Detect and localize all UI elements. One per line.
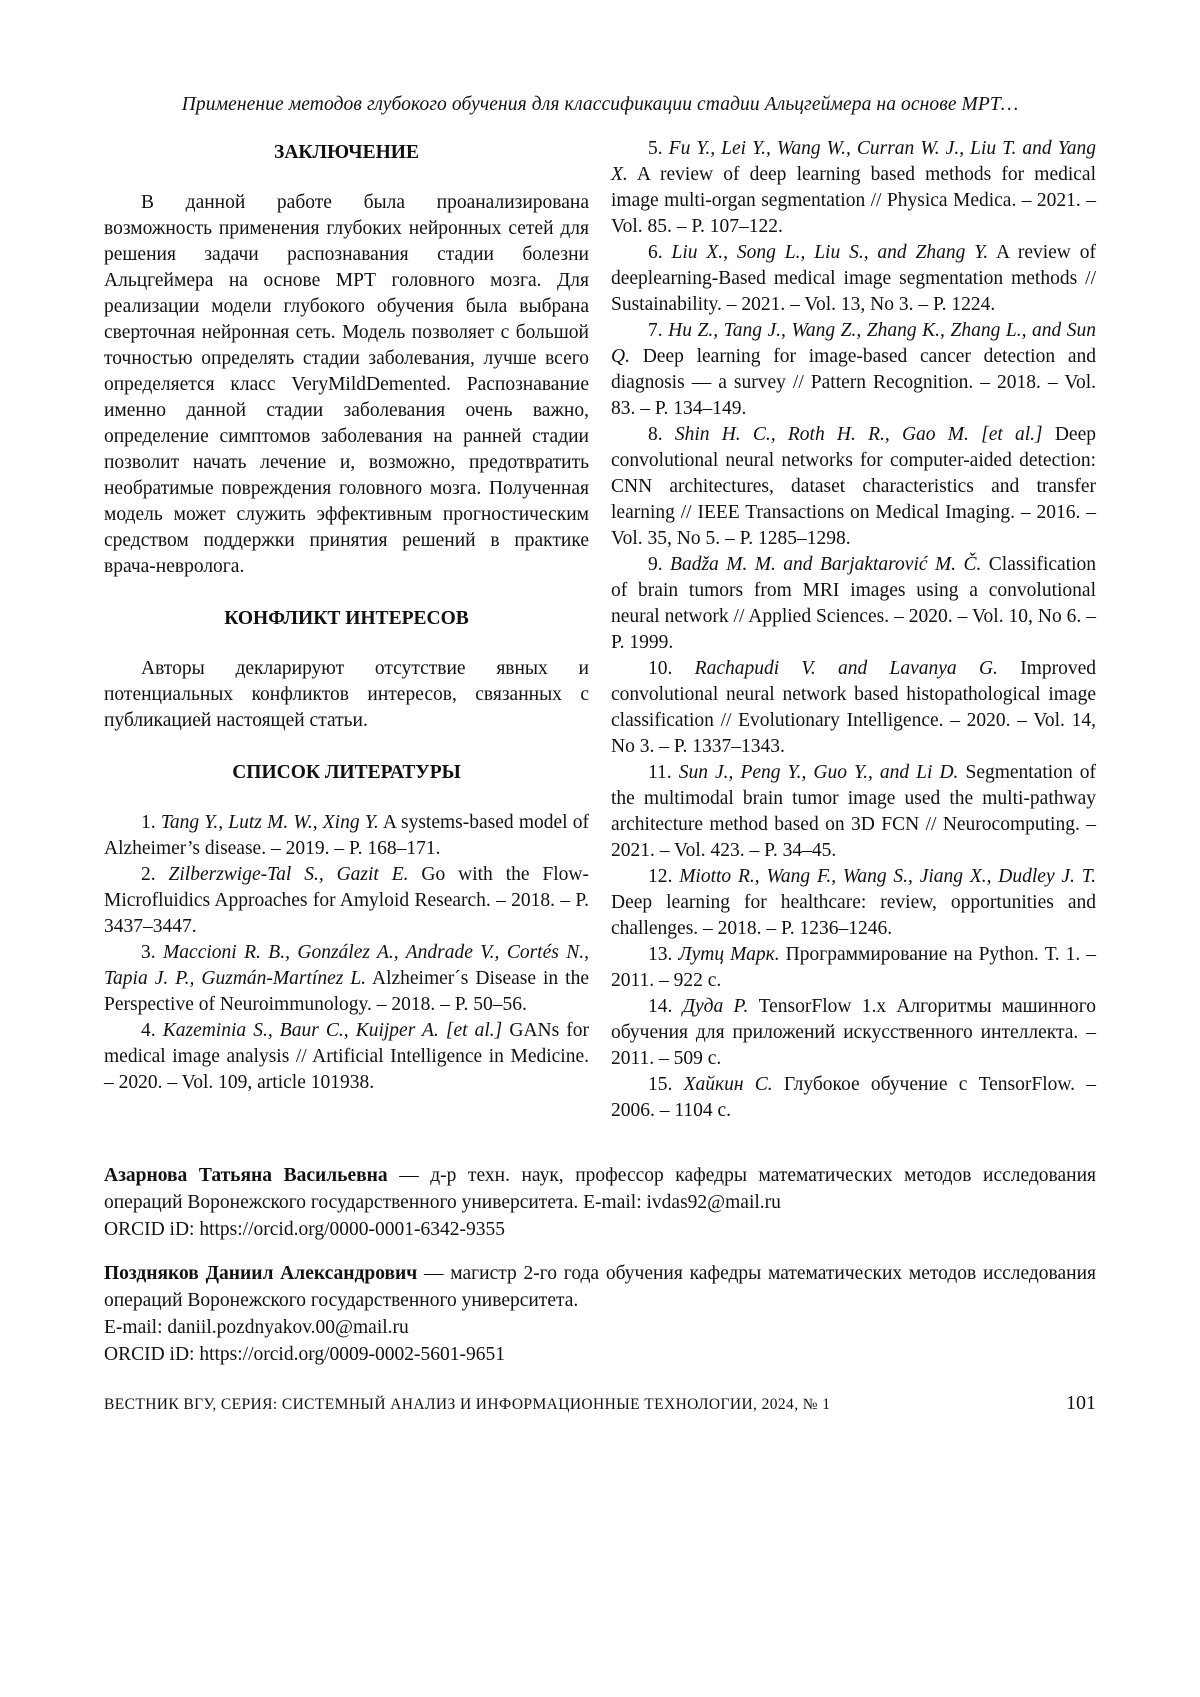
reference-authors: Sun J., Peng Y., Guo Y., and Li D.: [678, 762, 959, 783]
reference-item: [611, 656, 1096, 760]
reference-number: 10.: [648, 658, 673, 679]
author-name: Поздняков Даниил Александрович: [104, 1263, 418, 1284]
journal-title-line: ВЕСТНИК ВГУ, СЕРИЯ: СИСТЕМНЫЙ АНАЛИЗ И ИНФОРМАЦИОННЫЕ ТЕХНОЛОГИИ, 2024, № 1: [104, 1396, 831, 1413]
author-line: ORCID iD: https://orcid.org/0009-0002-5601-9651: [104, 1344, 505, 1365]
reference-authors: Miotto R., Wang F., Wang S., Jiang X., Dudley J. T.: [679, 866, 1097, 887]
reference-authors: Лутц Марк.: [678, 944, 780, 965]
reference-item: [104, 940, 589, 1018]
author-entry: [104, 1260, 1096, 1368]
reference-number: 14.: [648, 996, 673, 1017]
reference-text: Classification of brain tumors from MRI images using a convolutional neural network // Applied Sciences. – 2020. – Vol. 10, No 6. – P. 1999.: [611, 554, 1097, 653]
reference-text: Глубокое обучение с TensorFlow. – 2006. – 1104 с.: [611, 1074, 1097, 1121]
reference-text: A review of deep learning based methods for medical image multi-organ segmentation // Physica Medica. – 2021. – Vol. 85. – P. 107–122.: [611, 164, 1096, 237]
authors-block: [104, 1162, 1096, 1368]
reference-authors: Maccioni R. B., González A., Andrade V., Cortés N., Tapia J. P., Guzmán-Martínez L.: [104, 942, 590, 989]
reference-text: A systems-based model of Alzheimer’s disease. – 2019. – P. 168–171.: [104, 812, 589, 859]
reference-authors: Tang Y., Lutz M. W., Xing Y.: [160, 812, 379, 833]
reference-number: 4.: [141, 1020, 156, 1041]
reference-number: 9.: [648, 554, 663, 575]
reference-authors: Hu Z., Tang J., Wang Z., Zhang K., Zhang L., and Sun Q.: [611, 320, 1097, 367]
reference-number: 1.: [141, 812, 156, 833]
reference-item: [611, 760, 1096, 864]
reference-authors: Zilberzwige-Tal S., Gazit E.: [168, 864, 409, 885]
author-paragraph: [104, 1162, 1096, 1216]
reference-item: [104, 810, 589, 862]
reference-text: Deep learning for healthcare: review, opportunities and challenges. – 2018. – P. 1236–1246.: [611, 892, 1096, 939]
reference-item: [611, 422, 1096, 552]
reference-item: [611, 552, 1096, 656]
reference-authors: Badža M. M. and Barjaktarović M. Č.: [670, 554, 982, 575]
reference-authors: Хайкин С.: [683, 1074, 773, 1095]
author-name: Азарнова Татьяна Васильевна: [104, 1165, 388, 1186]
reference-item: [104, 862, 589, 940]
reference-text: Программирование на Python. Т. 1. – 2011. – 922 с.: [611, 944, 1097, 991]
reference-authors: Дуда Р.: [682, 996, 749, 1017]
author-line: ORCID iD: https://orcid.org/0000-0001-6342-9355: [104, 1219, 505, 1240]
reference-authors: Rachapudi V. and Lavanya G.: [694, 658, 998, 679]
reference-item: [611, 318, 1096, 422]
page-footer: [104, 1392, 1096, 1415]
reference-item: [611, 942, 1096, 994]
conclusion-heading: ЗАКЛЮЧЕНИЕ: [274, 142, 419, 163]
reference-text: A review of deeplearning-Based medical image segmentation methods // Sustainability. – 2021. – Vol. 13, No 3. – P. 1224.: [611, 242, 1096, 315]
author-paragraph: [104, 1260, 1096, 1314]
reference-text: GANs for medical image analysis // Artificial Intelligence in Medicine. – 2020. – Vol. 109, article 101938.: [104, 1020, 590, 1093]
reference-number: 8.: [648, 424, 663, 445]
reference-text: TensorFlow 1.x Алгоритмы машинного обучения для приложений искусственного интеллекта. – 2011. – 509 с.: [611, 996, 1096, 1069]
reference-number: 11.: [648, 762, 672, 783]
references-heading: СПИСОК ЛИТЕРАТУРЫ: [232, 762, 461, 783]
reference-text: Deep convolutional neural networks for computer-aided detection: CNN architectures, dataset characteristics and transfer learning // IEEE Transactions on Medical Imaging. – 2016. – Vol. 35, No 5. – P. 1285–1298.: [611, 424, 1096, 549]
article-columns: [104, 136, 1096, 1124]
reference-item: [611, 864, 1096, 942]
reference-item: [611, 240, 1096, 318]
reference-number: 15.: [648, 1074, 673, 1095]
reference-number: 5.: [648, 138, 663, 159]
reference-authors: Fu Y., Lei Y., Wang W., Curran W. J., Liu T. and Yang X.: [611, 138, 1097, 185]
author-entry: [104, 1162, 1096, 1243]
reference-number: 12.: [648, 866, 673, 887]
page-number: 101: [1066, 1392, 1096, 1414]
reference-item: [611, 136, 1096, 240]
reference-text: Deep learning for image-based cancer detection and diagnosis — a survey // Pattern Recognition. – 2018. – Vol. 83. – P. 134–149.: [611, 346, 1096, 419]
conclusion-paragraph: В данной работе была проанализирована возможность применения глубоких нейронных сетей для решения задачи распознавания стадии болезни Альцгеймера на основе МРТ головного мозга. Для реализации модели глубокого обучения была выбрана сверточная нейронная сеть. Модель позволяет с большой точностью определять стадии заболевания, лучше всего определяется класс VeryMildDemented. Распознавание именно данной стадии заболевания очень важно, определение симптомов заболевания на ранней стадии позволит начать лечение и, возможно, предотвратить необратимые повреждения головного мозга. Полученная модель может служить эффективным прогностическим средством поддержки принятия решений в практике врача-невролога.: [104, 192, 589, 577]
author-description: — магистр 2-го года обучения кафедры математических методов исследования операций Воронежского государственного университета.: [104, 1263, 1097, 1311]
reference-text: Go with the Flow-Microfluidics Approaches for Amyloid Research. – 2018. – P. 3437–3447.: [104, 864, 589, 937]
reference-authors: Shin H. C., Roth H. R., Gao M. [et al.]: [674, 424, 1043, 445]
reference-item: [611, 1072, 1096, 1124]
reference-text: Alzheimer´s Disease in the Perspective of Neuroimmunology. – 2018. – P. 50–56.: [104, 968, 589, 1015]
running-head: Применение методов глубокого обучения для классификации стадии Альцгеймера на основе МРТ…: [181, 94, 1019, 115]
reference-item: [611, 994, 1096, 1072]
author-line: E-mail: daniil.pozdnyakov.00@mail.ru: [104, 1317, 409, 1338]
reference-number: 13.: [648, 944, 673, 965]
reference-number: 3.: [141, 942, 156, 963]
reference-item: [104, 1018, 589, 1096]
author-description: — д-р техн. наук, профессор кафедры математических методов исследования операций Воронежского государственного университета. E-mail: ivdas92@mail.ru: [104, 1165, 1097, 1213]
reference-text: Segmentation of the multimodal brain tumor image used the multi-pathway architecture method based on 3D FCN // Neurocomputing. – 2021. – Vol. 423. – P. 34–45.: [611, 762, 1097, 861]
reference-number: 7.: [648, 320, 663, 341]
reference-number: 6.: [648, 242, 663, 263]
reference-authors: Liu X., Song L., Liu S., and Zhang Y.: [671, 242, 989, 263]
conflict-of-interest-paragraph: Авторы декларируют отсутствие явных и потенциальных конфликтов интересов, связанных с публикацией настоящей статьи.: [104, 658, 589, 731]
reference-authors: Kazeminia S., Baur C., Kuijper A. [et al.]: [162, 1020, 503, 1041]
reference-text: Improved convolutional neural network based histopathological image classification // Evolutionary Intelligence. – 2020. – Vol. 14, No 3. – P. 1337–1343.: [611, 658, 1096, 757]
conflict-of-interest-heading: КОНФЛИКТ ИНТЕРЕСОВ: [224, 608, 469, 629]
reference-number: 2.: [141, 864, 156, 885]
